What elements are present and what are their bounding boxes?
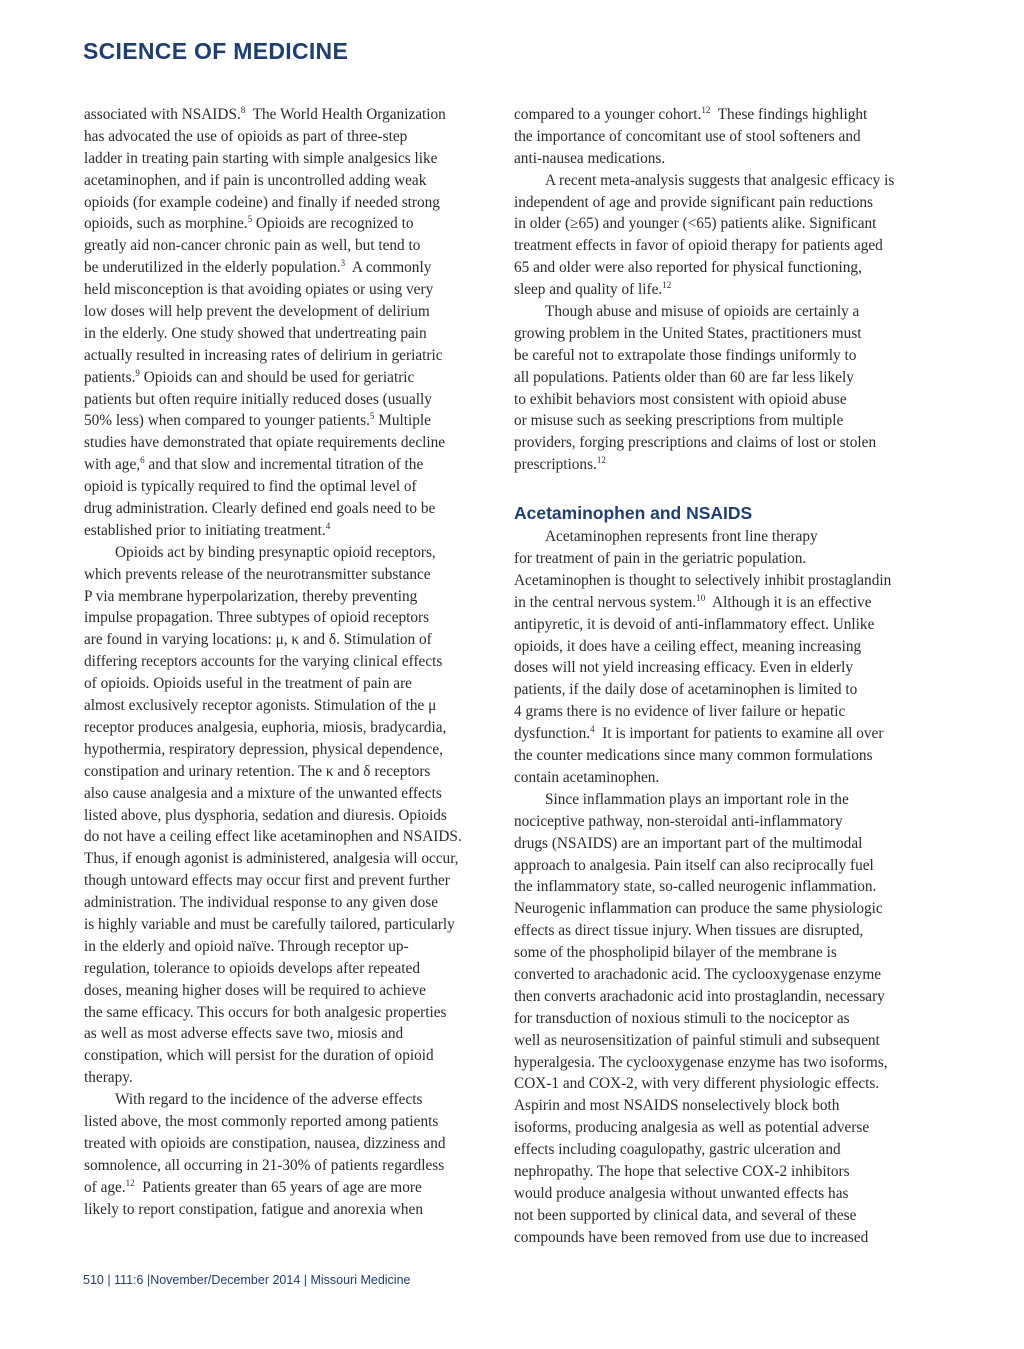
text-line: [514, 192, 924, 214]
line-text: 50% less) when compared to younger patients.: [84, 412, 370, 430]
line-text: sleep and quality of life.: [514, 281, 663, 299]
line-text: COX-1 and COX-2, with very different physiologic effects.: [514, 1075, 880, 1093]
text-line: [84, 192, 494, 214]
line-text: for transduction of noxious stimuli to the nociceptor as: [514, 1009, 850, 1027]
citation-superscript: 12: [662, 280, 672, 291]
text-line: [514, 410, 924, 432]
text-line: [84, 673, 494, 695]
text-line: [84, 936, 494, 958]
line-text: in the elderly. One study showed that undertreating pain: [84, 324, 427, 342]
text-line: [514, 636, 924, 658]
line-text-continued: These findings highlight: [710, 106, 868, 123]
line-text: opioid is typically required to find the optimal level of: [84, 478, 417, 496]
text-line: [84, 1045, 494, 1067]
line-text: hypothermia, respiratory depression, physical dependence,: [84, 740, 443, 758]
citation-superscript: 12: [125, 1177, 135, 1188]
text-line: [514, 614, 924, 636]
line-text: 4 grams there is no evidence of liver failure or hepatic: [514, 703, 846, 721]
text-line: [514, 920, 924, 942]
line-text: treatment effects in favor of opioid therapy for patients aged: [514, 237, 883, 255]
line-text: the inflammatory state, so-called neurogenic inflammation.: [514, 878, 877, 896]
text-line: [84, 914, 494, 936]
right-column-top-text: [514, 104, 924, 476]
text-line: [514, 1030, 924, 1052]
text-line: [84, 432, 494, 454]
text-line: [514, 126, 924, 148]
text-line: [84, 739, 494, 761]
line-text: to exhibit behaviors most consistent with opioid abuse: [514, 390, 847, 408]
text-line: [514, 1205, 924, 1227]
line-text: doses, meaning higher doses will be required to achieve: [84, 981, 426, 999]
line-text: A recent meta-analysis suggests that analgesic efficacy is: [545, 171, 895, 189]
line-text: therapy.: [84, 1069, 133, 1087]
line-text: regulation, tolerance to opioids develops after repeated: [84, 959, 420, 977]
line-text-continued: Although it is an effective: [705, 593, 872, 611]
section-heading-acetaminophen: Acetaminophen and NSAIDS: [514, 503, 753, 524]
text-line: [84, 454, 494, 476]
text-line: [84, 148, 494, 170]
text-line: [84, 1002, 494, 1024]
text-line: [514, 986, 924, 1008]
text-line: [514, 432, 924, 454]
line-text: Acetaminophen represents front line therapy: [545, 528, 818, 546]
text-line: [84, 301, 494, 323]
text-line: [514, 723, 924, 745]
text-line: [514, 104, 924, 126]
line-text: be careful not to extrapolate those findings uniformly to: [514, 346, 857, 364]
line-text: low doses will help prevent the development of delirium: [84, 303, 430, 321]
text-line: [514, 367, 924, 389]
text-line: [514, 279, 924, 301]
text-line: [514, 1117, 924, 1139]
text-line: [84, 848, 494, 870]
text-line: [514, 301, 924, 323]
text-line: [84, 892, 494, 914]
line-text: Opioids act by binding presynaptic opioid receptors,: [115, 543, 436, 561]
line-text: be underutilized in the elderly population.: [84, 259, 341, 277]
text-line: [84, 235, 494, 257]
line-text-continued: Multiple: [374, 412, 431, 430]
line-text: of opioids. Opioids useful in the treatment of pain are: [84, 675, 412, 693]
line-text: providers, forging prescriptions and claims of lost or stolen: [514, 434, 877, 452]
left-column: [84, 104, 494, 1220]
text-line: [514, 213, 924, 235]
line-text: opioids (for example codeine) and finally if needed strong: [84, 193, 440, 211]
line-text: differing receptors accounts for the varying clinical effects: [84, 653, 443, 671]
text-line: [84, 629, 494, 651]
line-text: Aspirin and most NSAIDS nonselectively block both: [514, 1097, 840, 1115]
text-line: [84, 542, 494, 564]
text-line: [84, 1199, 494, 1221]
line-text: hyperalgesia. The cyclooxygenase enzyme has two isoforms,: [514, 1053, 888, 1071]
line-text: With regard to the incidence of the adverse effects: [115, 1091, 423, 1109]
text-line: [514, 170, 924, 192]
line-text: held misconception is that avoiding opiates or using very: [84, 281, 434, 299]
text-line: [84, 1133, 494, 1155]
line-text: anti-nausea medications.: [514, 149, 666, 167]
line-text-continued: Opioids are recognized to: [252, 215, 414, 233]
line-text-continued: and that slow and incremental titration of the: [144, 456, 424, 474]
text-line: [514, 942, 924, 964]
line-text: administration. The individual response to any given dose: [84, 894, 439, 912]
text-line: [84, 783, 494, 805]
line-text: the importance of concomitant use of stool softeners and: [514, 127, 861, 145]
line-text: Acetaminophen is thought to selectively inhibit prostaglandin: [514, 571, 892, 589]
line-text: in the elderly and opioid naïve. Through receptor up-: [84, 937, 409, 955]
running-title: SCIENCE OF MEDICINE: [83, 38, 349, 64]
line-text: ladder in treating pain starting with simple analgesics like: [84, 149, 438, 167]
text-line: [514, 1073, 924, 1095]
text-line: [514, 876, 924, 898]
text-line: [514, 235, 924, 257]
line-text: the counter medications since many common formulations: [514, 747, 873, 765]
text-line: [84, 805, 494, 827]
line-text: has advocated the use of opioids as part of three-step: [84, 127, 408, 145]
text-line: [514, 767, 924, 789]
line-text: Neurogenic inflammation can produce the same physiologic: [514, 900, 883, 918]
text-line: [84, 651, 494, 673]
line-text: approach to analgesia. Pain itself can also reciprocally fuel: [514, 856, 874, 874]
line-text: opioids, it does have a ceiling effect, meaning increasing: [514, 637, 862, 655]
text-line: [84, 761, 494, 783]
text-line: [84, 870, 494, 892]
text-line: [514, 592, 924, 614]
line-text: patients, if the daily dose of acetaminophen is limited to: [514, 681, 858, 699]
text-line: [84, 498, 494, 520]
line-text: contain acetaminophen.: [514, 768, 660, 786]
line-text: though untoward effects may occur first and prevent further: [84, 872, 450, 890]
text-line: [514, 454, 924, 476]
line-text: established prior to initiating treatment.: [84, 521, 326, 539]
line-text-continued: A commonly: [345, 259, 432, 277]
line-text: converted to arachadonic acid. The cyclooxygenase enzyme: [514, 965, 882, 983]
line-text: drug administration. Clearly defined end goals need to be: [84, 500, 436, 518]
line-text: do not have a ceiling effect like acetaminophen and NSAIDS.: [84, 828, 462, 846]
text-line: [84, 213, 494, 235]
text-line: [84, 1111, 494, 1133]
line-text: patients but often require initially reduced doses (usually: [84, 390, 432, 408]
text-line: [514, 679, 924, 701]
text-line: [84, 1155, 494, 1177]
text-line: [84, 410, 494, 432]
line-text: not been supported by clinical data, and several of these: [514, 1206, 857, 1224]
text-line: [84, 1089, 494, 1111]
citation-superscript: 12: [596, 455, 606, 466]
line-text: listed above, plus dysphoria, sedation and diuresis. Opioids: [84, 806, 447, 824]
text-line: [84, 586, 494, 608]
line-text: as well as most adverse effects save two, miosis and: [84, 1025, 404, 1043]
text-line: [514, 855, 924, 877]
text-line: [84, 717, 494, 739]
text-line: [84, 1023, 494, 1045]
line-text: would produce analgesia without unwanted effects has: [514, 1184, 849, 1202]
text-line: [84, 257, 494, 279]
line-text: patients.: [84, 368, 136, 386]
line-text: dysfunction.: [514, 725, 591, 743]
line-text: greatly aid non-cancer chronic pain as well, but tend to: [84, 237, 421, 255]
line-text: constipation and urinary retention. The κ and δ receptors: [84, 762, 431, 780]
text-line: [514, 1095, 924, 1117]
citation-superscript: 5: [369, 411, 375, 422]
text-line: [84, 279, 494, 301]
line-text: well as neurosensitization of painful stimuli and subsequent: [514, 1031, 880, 1049]
line-text: nephropathy. The hope that selective COX-2 inhibitors: [514, 1162, 850, 1180]
line-text: impulse propagation. Three subtypes of opioid receptors: [84, 609, 430, 627]
text-line: [514, 323, 924, 345]
text-line: [84, 607, 494, 629]
line-text: Though abuse and misuse of opioids are certainly a: [545, 303, 860, 321]
text-line: [514, 811, 924, 833]
text-line: [84, 826, 494, 848]
citation-superscript: 10: [696, 592, 706, 603]
line-text: likely to report constipation, fatigue and anorexia when: [84, 1200, 423, 1218]
line-text: Since inflammation plays an important role in the: [545, 790, 849, 808]
line-text: is highly variable and must be carefully tailored, particularly: [84, 915, 455, 933]
text-line: [514, 570, 924, 592]
line-text: nociceptive pathway, non-steroidal anti-inflammatory: [514, 812, 843, 830]
text-line: [84, 323, 494, 345]
text-line: [84, 476, 494, 498]
citation-superscript: 4: [590, 724, 595, 735]
line-text: associated with NSAIDS.: [84, 106, 241, 123]
text-line: [84, 389, 494, 411]
line-text: are found in varying locations: μ, κ and δ. Stimulation of: [84, 631, 432, 649]
text-line: [514, 657, 924, 679]
citation-superscript: 8: [240, 105, 246, 115]
text-line: [84, 980, 494, 1002]
line-text: then converts arachadonic acid into prostaglandin, necessary: [514, 987, 885, 1005]
line-text: independent of age and provide significant pain reductions: [514, 193, 873, 211]
text-line: [514, 526, 924, 548]
line-text: all populations. Patients older than 60 are far less likely: [514, 368, 854, 386]
text-line: [514, 964, 924, 986]
text-line: [514, 745, 924, 767]
text-line: [514, 1161, 924, 1183]
line-text: P via membrane hyperpolarization, thereby preventing: [84, 587, 418, 605]
text-line: [514, 833, 924, 855]
line-text-continued: Patients greater than 65 years of age are more: [134, 1178, 422, 1196]
line-text: drugs (NSAIDS) are an important part of the multimodal: [514, 834, 863, 852]
citation-superscript: 3: [340, 258, 346, 269]
citation-superscript: 5: [247, 214, 253, 225]
text-line: [84, 1067, 494, 1089]
line-text: somnolence, all occurring in 21-30% of patients regardless: [84, 1156, 445, 1174]
right-column: [514, 104, 924, 1249]
line-text: of age.: [84, 1178, 126, 1196]
text-line: [84, 958, 494, 980]
text-line: [84, 345, 494, 367]
line-text: effects as direct tissue injury. When tissues are disrupted,: [514, 922, 864, 940]
line-text: constipation, which will persist for the duration of opioid: [84, 1047, 434, 1065]
page-footer: 510 | 111:6 |November/December 2014 | Missouri Medicine: [83, 1273, 411, 1287]
citation-superscript: 6: [140, 455, 145, 466]
text-line: [84, 564, 494, 586]
text-line: [514, 148, 924, 170]
line-text: for treatment of pain in the geriatric population.: [514, 550, 807, 568]
text-line: [84, 1177, 494, 1199]
line-text: opioids, such as morphine.: [84, 215, 248, 233]
line-text: which prevents release of the neurotransmitter substance: [84, 565, 431, 583]
citation-superscript: 12: [701, 105, 711, 115]
text-line: [514, 701, 924, 723]
text-line: [84, 695, 494, 717]
line-text: in the central nervous system.: [514, 593, 697, 611]
line-text: almost exclusively receptor agonists. Stimulation of the μ: [84, 697, 437, 715]
text-line: [514, 257, 924, 279]
text-line: [514, 345, 924, 367]
text-line: [84, 126, 494, 148]
line-text: listed above, the most commonly reported among patients: [84, 1112, 439, 1130]
line-text-continued: The World Health Organization: [245, 106, 446, 123]
text-line: [514, 548, 924, 570]
text-line: [84, 170, 494, 192]
line-text: receptor produces analgesia, euphoria, miosis, bradycardia,: [84, 718, 447, 736]
line-text: compared to a younger cohort.: [514, 106, 702, 123]
text-line: [514, 389, 924, 411]
text-line: [514, 898, 924, 920]
line-text: also cause analgesia and a mixture of the unwanted effects: [84, 784, 442, 802]
right-column-section-text: [514, 526, 924, 1248]
text-line: [84, 520, 494, 542]
line-text: or misuse such as seeking prescriptions from multiple: [514, 412, 844, 430]
line-text: actually resulted in increasing rates of delirium in geriatric: [84, 346, 443, 364]
line-text: isoforms, producing analgesia as well as potential adverse: [514, 1119, 870, 1137]
text-line: [84, 367, 494, 389]
line-text: treated with opioids are constipation, nausea, dizziness and: [84, 1134, 446, 1152]
text-line: [514, 1183, 924, 1205]
line-text: the same efficacy. This occurs for both analgesic properties: [84, 1003, 447, 1021]
line-text: 65 and older were also reported for physical functioning,: [514, 259, 862, 277]
line-text: growing problem in the United States, practitioners must: [514, 324, 862, 342]
line-text: doses will not yield increasing efficacy. Even in elderly: [514, 659, 853, 677]
line-text: effects including coagulopathy, gastric ulceration and: [514, 1141, 841, 1159]
text-line: [84, 104, 494, 126]
line-text: studies have demonstrated that opiate requirements decline: [84, 434, 446, 452]
text-line: [514, 1008, 924, 1030]
line-text-continued: Opioids can and should be used for geriatric: [139, 368, 415, 386]
citation-superscript: 4: [325, 520, 331, 531]
line-text: in older (≥65) and younger (<65) patients alike. Significant: [514, 215, 877, 233]
text-line: [514, 1227, 924, 1249]
line-text-continued: It is important for patients to examine all over: [594, 725, 884, 743]
text-line: [514, 1139, 924, 1161]
text-line: [514, 1052, 924, 1074]
text-line: [514, 789, 924, 811]
line-text: with age,: [84, 456, 141, 474]
line-text: compounds have been removed from use due to increased: [514, 1228, 869, 1246]
line-text: some of the phospholipid bilayer of the membrane is: [514, 944, 837, 962]
citation-superscript: 9: [135, 367, 140, 378]
line-text: acetaminophen, and if pain is uncontrolled adding weak: [84, 171, 427, 189]
line-text: antipyretic, it is devoid of anti-inflammatory effect. Unlike: [514, 615, 875, 633]
line-text: Thus, if enough agonist is administered, analgesia will occur,: [84, 850, 459, 868]
line-text: prescriptions.: [514, 456, 597, 474]
